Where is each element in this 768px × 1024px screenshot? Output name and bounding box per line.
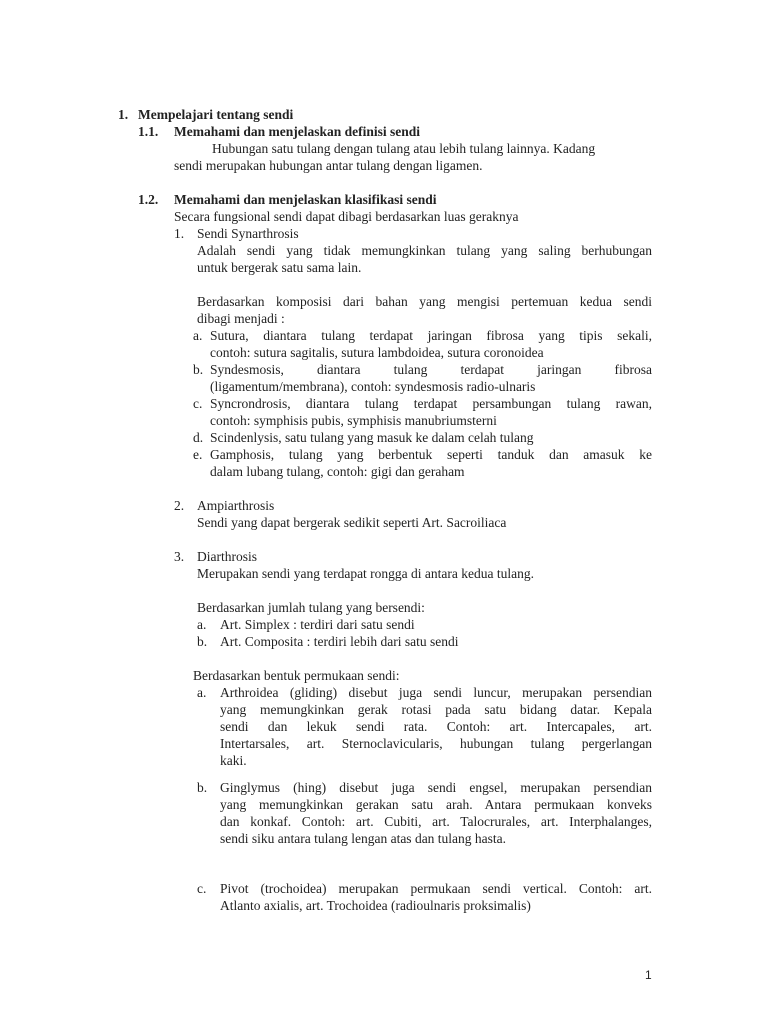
list-letter: c.: [193, 396, 203, 411]
classification-intro: Secara fungsional sendi dapat dibagi berdasarkan luas geraknya: [174, 209, 519, 224]
list-letter: a.: [193, 328, 203, 343]
list-item-continuation: [220, 735, 652, 752]
paragraph-line-text: Berdasarkan komposisi dari bahan yang mengisi pertemuan kedua sendi: [197, 294, 652, 309]
page-number: 1: [645, 968, 652, 982]
list-letter: a.: [197, 685, 207, 700]
list-item-text: Gamphosis, tulang yang berbentuk seperti tanduk dan amasuk ke: [210, 447, 652, 462]
list-letter: c.: [197, 881, 207, 896]
paragraph-heading: Berdasarkan bentuk permukaan sendi:: [193, 668, 400, 683]
list-item-continuation: sendi siku antara tulang lengan atas dan tulang hasta.: [220, 831, 507, 846]
definition-paragraph-line: sendi merupakan hubungan antar tulang dengan ligamen.: [174, 158, 483, 173]
list-letter: e.: [193, 447, 203, 462]
paragraph-line: Sendi yang dapat bergerak sedikit seperti Art. Sacroiliaca: [197, 515, 507, 530]
list-number: 1.: [174, 226, 185, 241]
subsection-number: 1.2.: [138, 192, 159, 207]
list-item-continuation: contoh: symphisis pubis, symphisis manubriumsterni: [210, 413, 497, 428]
list-item-continuation: [220, 701, 652, 718]
list-item-continuation: (ligamentum/membrana), contoh: syndesmosis radio-ulnaris: [210, 379, 536, 394]
paragraph-line: untuk bergerak satu sama lain.: [197, 260, 362, 275]
list-item-text: Sutura, diantara tulang terdapat jaringan fibrosa yang tipis sekali,: [210, 328, 652, 343]
subsection-title: Memahami dan menjelaskan klasifikasi sendi: [174, 192, 437, 207]
paragraph-line: dibagi menjadi :: [197, 311, 285, 326]
list-letter: b.: [197, 780, 208, 795]
list-item: Art. Simplex : terdiri dari satu sendi: [220, 617, 415, 632]
list-letter: d.: [193, 430, 204, 445]
list-item-text: dan konkaf. Contoh: art. Cubiti, art. Talocrurales, art. Interphalanges,: [220, 814, 652, 829]
definition-paragraph-line: Hubungan satu tulang dengan tulang atau lebih tulang lainnya. Kadang: [212, 141, 596, 156]
list-item: [210, 361, 652, 378]
list-letter: b.: [197, 634, 208, 649]
list-item-text: Arthroidea (gliding) disebut juga sendi luncur, merupakan persendian: [220, 685, 652, 700]
list-item: Art. Composita : terdiri lebih dari satu sendi: [220, 634, 459, 649]
list-item-text: Pivot (trochoidea) merupakan permukaan sendi vertical. Contoh: art.: [220, 881, 652, 896]
list-item-continuation: [220, 796, 652, 813]
list-number: 2.: [174, 498, 185, 513]
list-item: [210, 446, 652, 463]
section-number: 1.: [118, 107, 129, 122]
list-item-text: Syndesmosis, diantara tulang terdapat jaringan fibrosa: [210, 362, 652, 377]
list-item-title: Diarthrosis: [197, 549, 257, 564]
list-item-continuation: dalam lubang tulang, contoh: gigi dan geraham: [210, 464, 465, 479]
paragraph-line: Merupakan sendi yang terdapat rongga di antara kedua tulang.: [197, 566, 534, 581]
paragraph-line: [197, 242, 652, 259]
list-item-continuation: contoh: sutura sagitalis, sutura lambdoidea, sutura coronoidea: [210, 345, 544, 360]
list-item-title: Sendi Synarthrosis: [197, 226, 299, 241]
list-item-text: sendi dan lekuk sendi rata. Contoh: art. Intercapales, art.: [220, 719, 652, 734]
list-item-text: yang memungkinkan gerak rotasi pada satu bidang datar. Kepala: [220, 702, 652, 717]
list-item-continuation: kaki.: [220, 753, 247, 768]
list-letter: b.: [193, 362, 204, 377]
section-title: Mempelajari tentang sendi: [138, 107, 294, 122]
list-item-continuation: [220, 813, 652, 830]
list-item: [210, 327, 652, 344]
subsection-title: Memahami dan menjelaskan definisi sendi: [174, 124, 421, 139]
list-item-title: Ampiarthrosis: [197, 498, 275, 513]
list-item: Scindenlysis, satu tulang yang masuk ke dalam celah tulang: [210, 430, 534, 445]
list-item-text: yang memungkinkan gerakan satu arah. Antara permukaan konveks: [220, 797, 652, 812]
subsection-number: 1.1.: [138, 124, 159, 139]
list-item: [220, 880, 652, 897]
paragraph-line: [197, 293, 652, 310]
list-item-text: Intertarsales, art. Sternoclavicularis, hubungan tulang pergerlangan: [220, 736, 652, 751]
paragraph-heading: Berdasarkan jumlah tulang yang bersendi:: [197, 600, 425, 615]
list-number: 3.: [174, 549, 185, 564]
list-item: [220, 684, 652, 701]
list-item: [210, 395, 652, 412]
list-item-continuation: Atlanto axialis, art. Trochoidea (radioulnaris proksimalis): [220, 898, 531, 913]
list-item: [220, 779, 652, 796]
list-letter: a.: [197, 617, 207, 632]
list-item-text: Syncrondrosis, diantara tulang terdapat persambungan tulang rawan,: [210, 396, 652, 411]
list-item-text: Ginglymus (hing) disebut juga sendi engsel, merupakan persendian: [220, 780, 652, 795]
paragraph-line-text: Adalah sendi yang tidak memungkinkan tulang yang saling berhubungan: [197, 243, 652, 258]
list-item-continuation: [220, 718, 652, 735]
